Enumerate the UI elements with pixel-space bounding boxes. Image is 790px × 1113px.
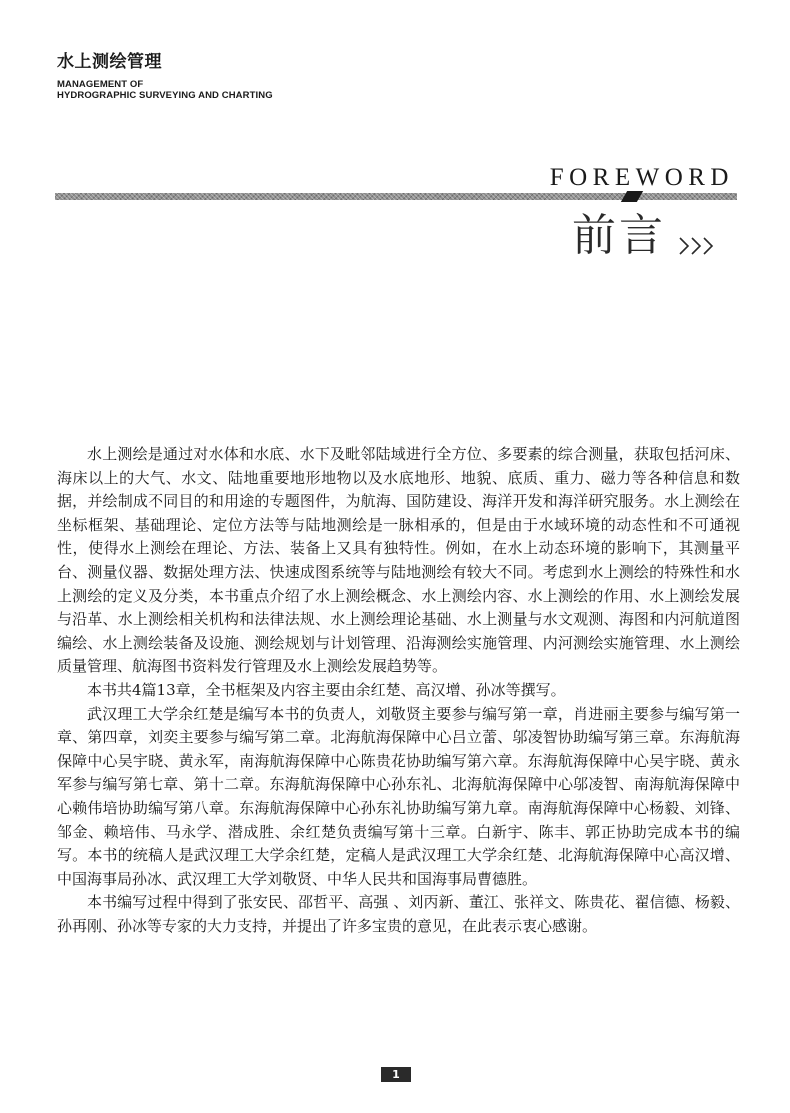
paragraph-authors: 武汉理工大学余红楚是编写本书的负责人，刘敬贤主要参与编写第一章，肖进丽主要参与编写第一章、第四章，刘奕主要参与编写第二章。北海航海保障中心吕立蕾、邬凌智协助编写第三章。东海航海保障中心吴宇晓、黄永军，南海航海保障中心陈贵花协助编写第六章。东海航海保障中心吴宇晓、黄永军参与编写第七章、第十二章。东海航海保障中心孙东礼、北海航海保障中心邬凌智、南海航海保障中心赖伟培协助编写第八章。东海航海保障中心孙东礼协助编写第九章。南海航海保障中心杨毅、刘锋、邹金、赖培伟、马永学、潜成胜、余红楚负责编写第十三章。白新宇、陈丰、郭正协助完成本书的编写。本书的统稿人是武汉理工大学余红楚，定稿人是武汉理工大学余红楚、北海航海保障中心高汉增、中国海事局孙冰、武汉理工大学刘敬贤、中华人民共和国海事局曹德胜。 xyxy=(57,704,740,888)
page-number: 1 xyxy=(381,1067,411,1082)
book-title-english-line2: HYDROGRAPHIC SURVEYING AND CHARTING xyxy=(57,90,273,101)
paragraph-overview: 水上测绘是通过对水体和水底、水下及毗邻陆域进行全方位、多要素的综合测量，获取包括河床、海床以上的大气、水文、陆地重要地形地物以及水底地形、地貌、底质、重力、磁力等各种信息和数据，并绘制成不同目的和用途的专题图件，为航海、国防建设、海洋开发和海洋研究服务。水上测绘在坐标框架、基础理论、定位方法等与陆地测绘是一脉相承的，但是由于水域环境的动态性和不可通视性，使得水上测绘在理论、方法、装备上又具有独特性。例如，在水上动态环境的影响下，其测量平台、测量仪器、数据处理方法、快速成图系统等与陆地测绘有较大不同。考虑到水上测绘的特殊性和水上测绘的定义及分类，本书重点介绍了水上测绘概念、水上测绘内容、水上测绘的作用、水上测绘发展与沿革、水上测绘相关机构和法律法规、水上测绘理论基础、水上测量与水文观测、海图和内河航道图编绘、水上测绘装备及设施、测绘规划与计划管理、沿海测绘实施管理、内河测绘实施管理、水上测绘质量管理、航海图书资料发行管理及水上测绘发展趋势等。 xyxy=(57,445,740,676)
book-title-english-line1: MANAGEMENT OF xyxy=(57,79,144,90)
paragraph-structure: 本书共4篇13章，全书框架及内容主要由余红楚、高汉增、孙冰等撰写。 xyxy=(87,680,566,699)
book-title-chinese: 水上测绘管理 xyxy=(57,52,162,72)
running-header xyxy=(57,52,273,101)
section-label-chinese: 前言 xyxy=(572,210,666,261)
paragraph-acknowledgements: 本书编写过程中得到了张安民、邵哲平、高强 、刘丙新、董江、张祥文、陈贵花、翟信德、杨毅、孙再刚、孙冰等专家的大力支持，并提出了许多宝贵的意见，在此表示衷心感谢。 xyxy=(57,893,740,935)
foreword-body xyxy=(57,443,740,938)
triple-chevron-right-icon xyxy=(678,236,716,256)
section-heading xyxy=(572,210,716,262)
section-label-english: FOREWORD xyxy=(549,164,734,191)
